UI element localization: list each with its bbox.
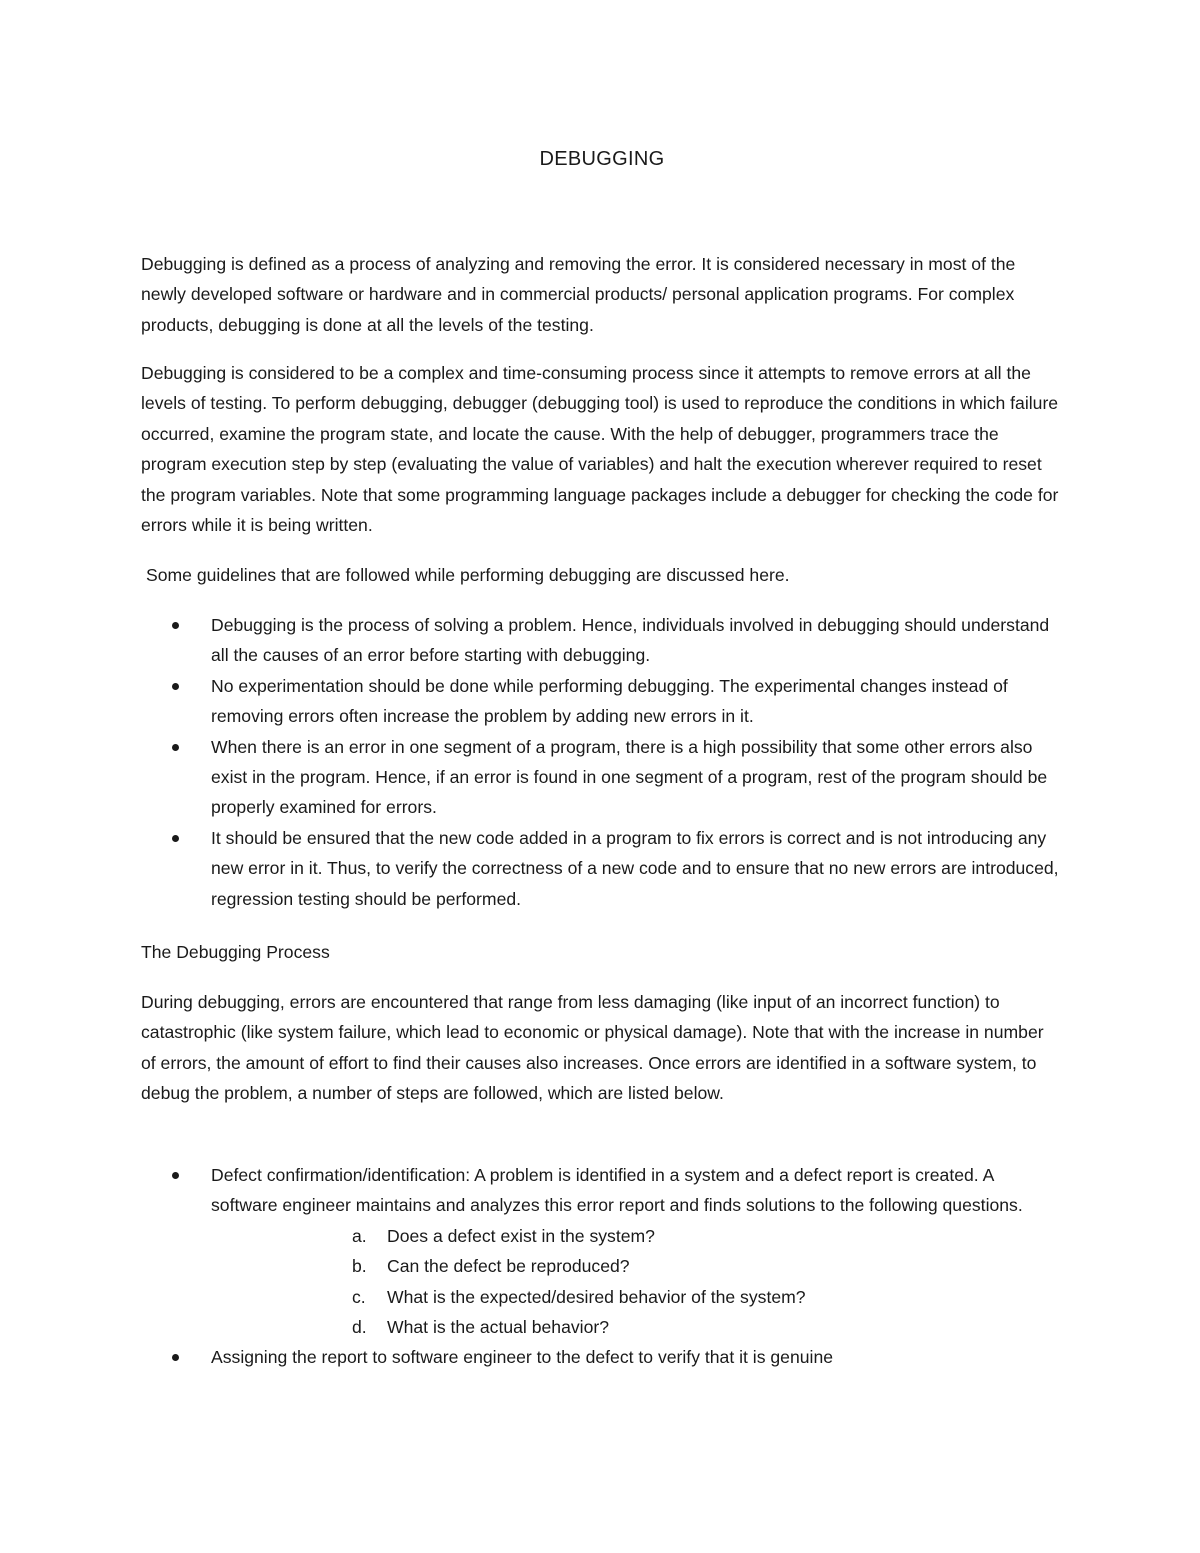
question-item [141,1282,1063,1312]
list-item [141,1342,1063,1372]
question-item [141,1251,1063,1281]
question-text: Can the defect be reproduced? [387,1256,630,1277]
list-item-text: No experimentation should be done while performing debugging. The experimental changes instead of removing errors often increase the problem by adding new errors in it. [211,675,1008,727]
page-title: DEBUGGING [539,148,665,170]
question-marker: d. [352,1317,367,1338]
question-text: What is the expected/desired behavior of the system? [387,1286,806,1307]
steps-list [141,1160,1063,1373]
question-text: What is the actual behavior? [387,1317,610,1338]
list-item [141,732,1063,823]
complexity-paragraph: Debugging is considered to be a complex and time-consuming process since it attempts to remove errors at all the levels of testing. To perform debugging, debugger (debugging tool) is used to reproduce the conditions in which failure occurred, examine the program state, and locate the cause. With the help of debugger, programmers trace the program execution step by step (evaluating the value of variables) and halt the execution wherever required to reset the program variables. Note that some programming language packages include a debugger for checking the code for errors while it is being written. [141,363,1059,536]
list-item-text: It should be ensured that the new code added in a program to fix errors is correct and is not introducing any new error in it. Thus, to verify the correctness of a new code and to ensure that no new errors are introduced, regression testing should be performed. [211,827,1059,909]
process-paragraph: During debugging, errors are encountered that range from less damaging (like input of an incorrect function) to catastrophic (like system failure, which lead to economic or physical damage). Note that with the increase in number of errors, the amount of effort to find their causes also increases. Once errors are identified in a software system, to debug the problem, a number of steps are followed, which are listed below. [141,992,1044,1104]
list-item [141,1160,1063,1221]
list-item-text: Defect confirmation/identification: A problem is identified in a system and a defect report is created. A software engineer maintains and analyzes this error report and finds solutions to the following questions. [211,1165,1023,1216]
section-heading: The Debugging Process [141,942,330,962]
question-item [141,1312,1063,1342]
bullet-icon [172,835,179,842]
questions-container [141,1221,1063,1343]
list-item-text: Assigning the report to software engineer to the defect to verify that it is genuine [211,1347,834,1368]
list-item [141,671,1063,732]
question-marker: b. [352,1256,367,1277]
question-marker: a. [352,1225,367,1246]
intro-paragraph: Debugging is defined as a process of analyzing and removing the error. It is considered necessary in most of the newly developed software or hardware and in commercial products/ personal application programs. For complex products, debugging is done at all the levels of the testing. [141,254,1016,335]
bullet-icon [172,1354,179,1361]
guidelines-intro-paragraph: Some guidelines that are followed while performing debugging are discussed here. [146,565,790,585]
question-marker: c. [352,1286,366,1307]
questions-list [141,1221,1063,1343]
question-text: Does a defect exist in the system? [387,1225,655,1246]
bullet-icon [172,683,179,690]
bullet-icon [172,622,179,629]
list-item-text: When there is an error in one segment of a program, there is a high possibility that some other errors also exist in the program. Hence, if an error is found in one segment of a program, rest of the program should be properly examined for errors. [211,736,1048,818]
guidelines-list [141,610,1063,914]
bullet-icon [172,1172,179,1179]
list-item [141,823,1063,914]
list-item-text: Debugging is the process of solving a problem. Hence, individuals involved in debugging should understand all the causes of an error before starting with debugging. [211,615,1050,666]
question-item [141,1221,1063,1251]
bullet-icon [172,744,179,751]
list-item [141,610,1063,671]
